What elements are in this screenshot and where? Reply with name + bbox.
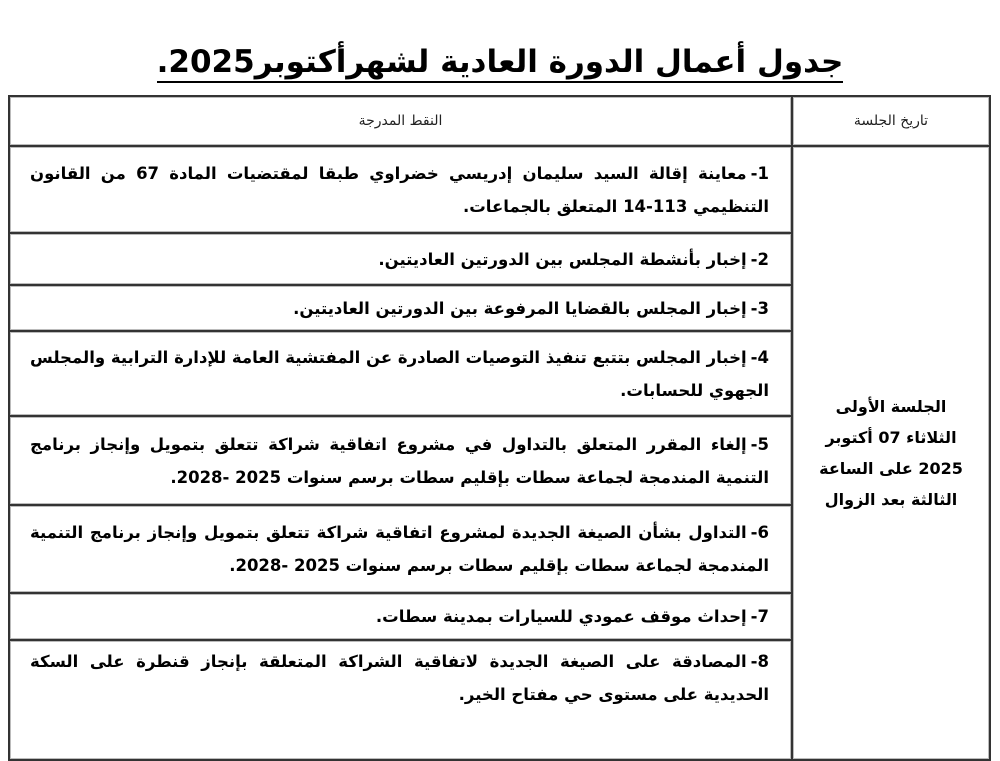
item-number: 5- xyxy=(750,434,769,454)
agenda-item xyxy=(9,331,792,416)
item-text: معاينة إقالة السيد سليمان إدريسي خضراوي طبقا لمقتضيات المادة 67 من القانون التنظيمي 113-14 المتعلق بالجماعات. xyxy=(30,163,769,216)
item-text: التداول بشأن الصيغة الجديدة لمشروع اتفاقية شراكة تتعلق بتمويل وإنجاز برنامج التنمية المندمجة لجماعة سطات بإقليم سطات برسم سنوات 2025 -2028. xyxy=(30,523,769,575)
agenda-item xyxy=(9,505,792,593)
agenda-item xyxy=(9,640,792,760)
header-items: النقط المدرجة xyxy=(9,96,792,146)
header-date: تاريخ الجلسة xyxy=(792,96,990,146)
item-text: المصادقة على الصيغة الجديدة لاتفاقية الشراكة المتعلقة بإنجاز قنطرة على السكة الحديدية على مستوى حي مفتاح الخير. xyxy=(30,652,769,704)
agenda-item xyxy=(9,146,792,233)
document-title xyxy=(0,44,1000,80)
item-text: إلغاء المقرر المتعلق بالتداول في مشروع اتفاقية شراكة تتعلق بتمويل وإنجاز برنامج التنمية المندمجة لجماعة سطات بإقليم سطات برسم سنوات 2025 -2028. xyxy=(30,434,769,487)
session-line: الثالثة بعد الزوال xyxy=(824,490,958,509)
item-number: 7- xyxy=(750,607,769,626)
agenda-table xyxy=(8,95,991,761)
item-number: 4- xyxy=(750,347,769,367)
title-text: جدول أعمال الدورة العادية لشهرأكتوبر2025. xyxy=(157,44,844,83)
session-date-cell xyxy=(792,146,990,760)
session-line: 2025 على الساعة xyxy=(819,459,963,478)
agenda-item xyxy=(9,593,792,640)
agenda-item xyxy=(9,285,792,331)
session-line: الجلسة الأولى xyxy=(835,397,947,416)
item-text: إحداث موقف عمودي للسيارات بمدينة سطات. xyxy=(375,607,747,626)
item-number: 3- xyxy=(750,298,769,318)
session-line: الثلاثاء 07 أكتوبر xyxy=(825,428,957,447)
item-text: إخبار المجلس بالقضايا المرفوعة بين الدورتين العاديتين. xyxy=(293,298,747,318)
item-text: إخبار بأنشطة المجلس بين الدورتين العاديتين. xyxy=(378,249,747,269)
agenda-item xyxy=(9,233,792,285)
agenda-item xyxy=(9,416,792,505)
item-number: 6- xyxy=(750,523,769,542)
table-row xyxy=(9,146,990,233)
item-number: 2- xyxy=(750,249,769,269)
item-number: 1- xyxy=(750,163,769,183)
item-text: إخبار المجلس بتتبع تنفيذ التوصيات الصادرة عن المفتشية العامة للإدارة الترابية والمجلس الجهوي للحسابات. xyxy=(30,347,769,400)
header-row xyxy=(9,96,990,146)
item-number: 8- xyxy=(750,652,769,671)
